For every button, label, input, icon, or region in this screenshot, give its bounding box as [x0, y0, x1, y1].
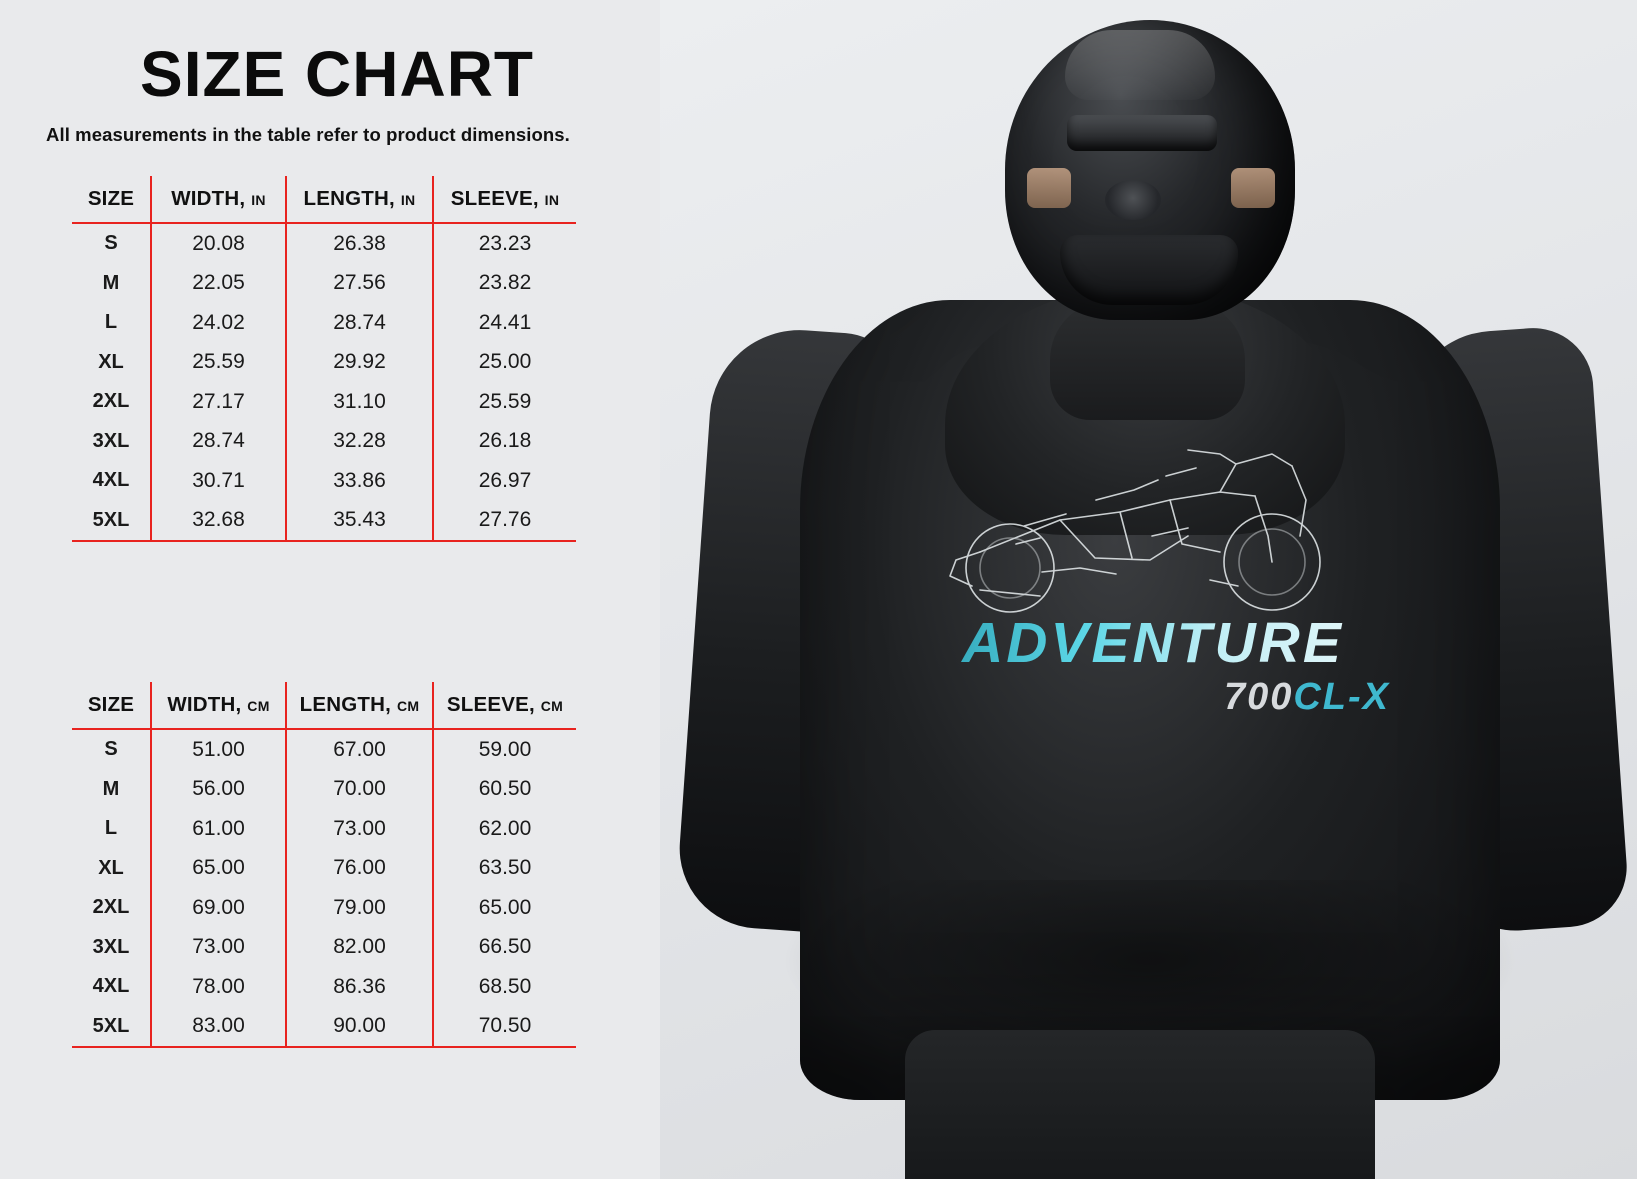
cell-size: XL — [72, 343, 151, 383]
cell-width: 22.05 — [151, 264, 286, 304]
table-row — [72, 809, 576, 849]
model-figure — [660, 0, 1637, 1179]
helmet-visor-pivot-right — [1231, 168, 1275, 208]
cell-length: 70.00 — [286, 770, 433, 810]
table-row — [72, 382, 576, 422]
graphic-model-prefix: 700 — [1223, 676, 1294, 718]
cell-sleeve: 26.97 — [433, 461, 576, 501]
table-row — [72, 223, 576, 264]
cell-length: 31.10 — [286, 382, 433, 422]
cell-length: 76.00 — [286, 849, 433, 889]
table-row — [72, 422, 576, 462]
cell-sleeve: 65.00 — [433, 888, 576, 928]
cell-length: 32.28 — [286, 422, 433, 462]
cell-length: 33.86 — [286, 461, 433, 501]
cell-sleeve: 23.23 — [433, 223, 576, 264]
cell-sleeve: 63.50 — [433, 849, 576, 889]
cell-size: 5XL — [72, 1007, 151, 1048]
cell-sleeve: 62.00 — [433, 809, 576, 849]
cell-width: 30.71 — [151, 461, 286, 501]
cell-width: 83.00 — [151, 1007, 286, 1048]
cell-sleeve: 68.50 — [433, 967, 576, 1007]
cell-width: 27.17 — [151, 382, 286, 422]
column-header-length: LENGTH, IN — [286, 176, 433, 223]
helmet-vent — [1067, 115, 1217, 151]
cell-size: XL — [72, 849, 151, 889]
table-row — [72, 967, 576, 1007]
cell-length: 67.00 — [286, 729, 433, 770]
table-row — [72, 1007, 576, 1048]
cell-length: 28.74 — [286, 303, 433, 343]
table-row — [72, 461, 576, 501]
cell-size: M — [72, 770, 151, 810]
cell-width: 73.00 — [151, 928, 286, 968]
cell-sleeve: 26.18 — [433, 422, 576, 462]
column-header-width: WIDTH, IN — [151, 176, 286, 223]
cell-size: 2XL — [72, 888, 151, 928]
pants — [905, 1030, 1375, 1179]
cell-length: 26.38 — [286, 223, 433, 264]
helmet-logo — [1105, 180, 1161, 220]
cell-length: 79.00 — [286, 888, 433, 928]
column-header-sleeve: SLEEVE, CM — [433, 682, 576, 729]
cell-width: 61.00 — [151, 809, 286, 849]
table-header-row — [72, 176, 576, 223]
column-header-sleeve: SLEEVE, IN — [433, 176, 576, 223]
cell-length: 29.92 — [286, 343, 433, 383]
back-print-graphic — [900, 440, 1400, 740]
cell-width: 56.00 — [151, 770, 286, 810]
cell-length: 73.00 — [286, 809, 433, 849]
column-header-size: SIZE — [72, 176, 151, 223]
table-row — [72, 343, 576, 383]
cell-length: 27.56 — [286, 264, 433, 304]
cell-length: 82.00 — [286, 928, 433, 968]
cell-width: 28.74 — [151, 422, 286, 462]
cell-size: 3XL — [72, 422, 151, 462]
cell-sleeve: 60.50 — [433, 770, 576, 810]
table-row — [72, 303, 576, 343]
cell-width: 78.00 — [151, 967, 286, 1007]
centimeters-table-wrapper — [72, 682, 576, 1048]
cell-size: S — [72, 729, 151, 770]
product-photo — [660, 0, 1637, 1179]
cell-sleeve: 24.41 — [433, 303, 576, 343]
centimeters-table — [72, 682, 576, 1048]
cell-size: S — [72, 223, 151, 264]
cell-sleeve: 70.50 — [433, 1007, 576, 1048]
table-row — [72, 928, 576, 968]
cell-size: 3XL — [72, 928, 151, 968]
cell-size: L — [72, 303, 151, 343]
table-row — [72, 849, 576, 889]
cell-size: L — [72, 809, 151, 849]
cell-sleeve: 59.00 — [433, 729, 576, 770]
cell-width: 25.59 — [151, 343, 286, 383]
column-header-length: LENGTH, CM — [286, 682, 433, 729]
cell-sleeve: 66.50 — [433, 928, 576, 968]
cell-width: 65.00 — [151, 849, 286, 889]
graphic-model — [1090, 678, 1390, 716]
cell-length: 90.00 — [286, 1007, 433, 1048]
size-chart-panel — [0, 0, 760, 1179]
graphic-title: ADVENTURE — [918, 615, 1388, 672]
cell-sleeve: 25.59 — [433, 382, 576, 422]
column-header-width: WIDTH, CM — [151, 682, 286, 729]
cell-width: 51.00 — [151, 729, 286, 770]
cell-size: 4XL — [72, 461, 151, 501]
cell-width: 24.02 — [151, 303, 286, 343]
motorcycle-line-art-icon — [920, 440, 1380, 620]
cell-length: 86.36 — [286, 967, 433, 1007]
page-subtitle: All measurements in the table refer to product dimensions. — [46, 124, 570, 145]
cell-size: 5XL — [72, 501, 151, 542]
page-title: SIZE CHART — [140, 38, 534, 110]
cell-sleeve: 27.76 — [433, 501, 576, 542]
graphic-model-suffix: CL-X — [1293, 676, 1390, 718]
table-row — [72, 888, 576, 928]
helmet — [1005, 20, 1295, 320]
table-header-row — [72, 682, 576, 729]
helmet-visor-pivot-left — [1027, 168, 1071, 208]
table-row — [72, 501, 576, 542]
cell-width: 32.68 — [151, 501, 286, 542]
cell-size: 2XL — [72, 382, 151, 422]
inches-table — [72, 176, 576, 542]
cell-sleeve: 23.82 — [433, 264, 576, 304]
inches-table-wrapper — [72, 176, 576, 542]
table-row — [72, 264, 576, 304]
cell-width: 69.00 — [151, 888, 286, 928]
table-row — [72, 729, 576, 770]
cell-length: 35.43 — [286, 501, 433, 542]
helmet-chin-bar — [1060, 235, 1238, 305]
cell-size: M — [72, 264, 151, 304]
cell-size: 4XL — [72, 967, 151, 1007]
cell-sleeve: 25.00 — [433, 343, 576, 383]
helmet-highlight — [1065, 30, 1215, 100]
table-row — [72, 770, 576, 810]
column-header-size: SIZE — [72, 682, 151, 729]
cell-width: 20.08 — [151, 223, 286, 264]
